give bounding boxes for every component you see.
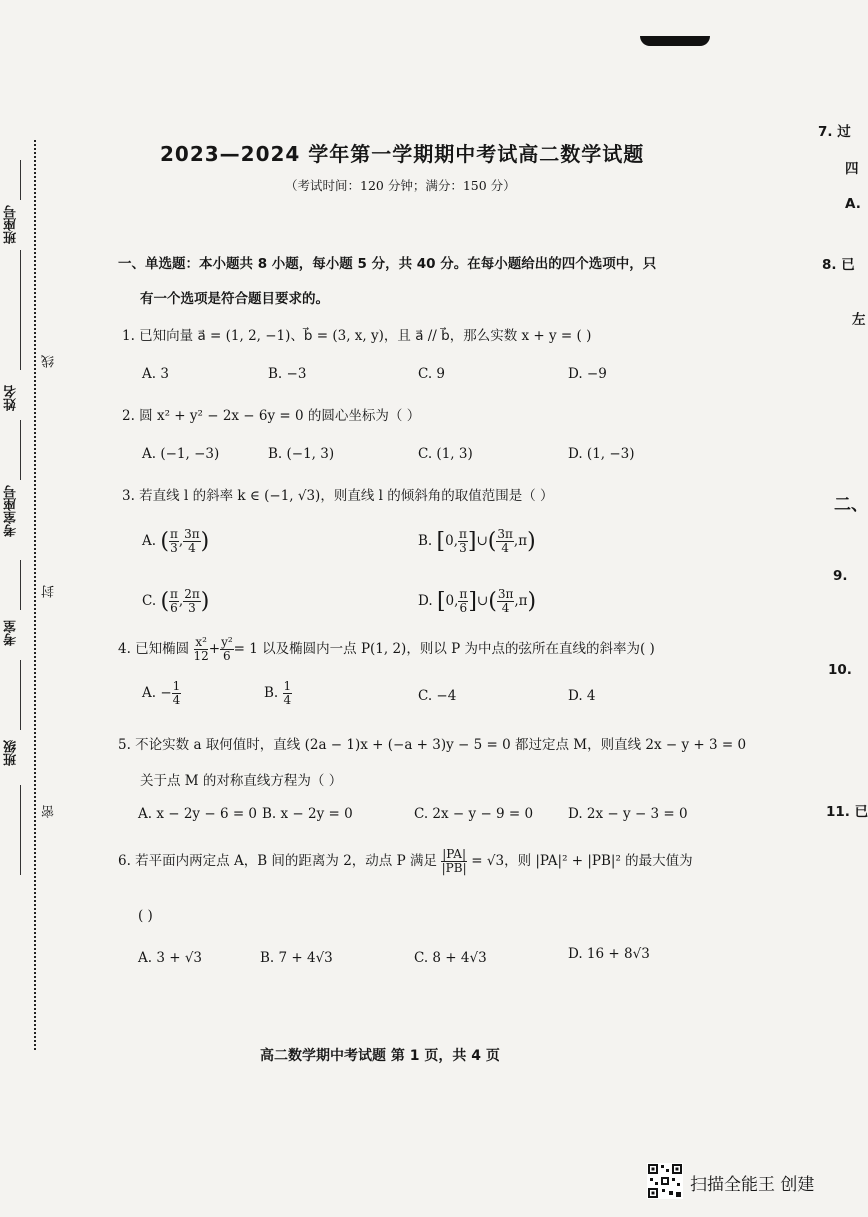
next-page-q8-cont: 左 [852, 312, 866, 328]
scan-artifact [640, 36, 710, 46]
question-1: 1. 已知向量 a⃗ = (1, 2, −1)、b⃗ = (3, x, y)，且 a⃗ // b⃗，那么实数 x + y = ( ) [122, 328, 592, 344]
question-4: 4. 已知椭圆 $\frac{\text{x²}}{12}$ + $\frac{\text{y²}}{6}$ = 1 以及椭圆内一点 P(1, 2)，则以 P 为中点的弦所在直线的斜率为( ) [118, 635, 655, 664]
side-label-seat: 班座号 [4, 205, 19, 244]
next-page-section2: 二、 [834, 495, 868, 515]
q1-option-c: C. 9 [418, 366, 446, 382]
q5-option-a: A. x − 2y − 6 = 0 [138, 806, 258, 822]
next-page-q11: 11. 已 [826, 804, 868, 820]
q4-option-c: C. −4 [418, 688, 457, 704]
q2-option-c: C. (1, 3) [418, 446, 473, 462]
q5-option-d: D. 2x − y − 3 = 0 [568, 806, 688, 822]
next-page-q7-cont: 四 [845, 161, 859, 177]
q6-option-a: A. 3 + √3 [138, 950, 203, 966]
page-footer: 高二数学期中考试题 第 1 页，共 4 页 [260, 1048, 500, 1064]
qr-code-icon [647, 1163, 683, 1199]
next-page-q8: 8. 已 [822, 257, 855, 273]
exam-subtitle: （考试时间：120 分钟；满分：150 分） [285, 178, 516, 193]
q3-option-d: D. [0, $\frac{\pi}{6}$ ]∪( $\frac{3\pi}{4}$ ,π) [418, 587, 537, 616]
side-label-class: 班级 [4, 740, 19, 766]
next-page-q9: 9. [833, 568, 848, 584]
q1-option-d: D. −9 [568, 366, 607, 382]
next-page-q7-option: A. [845, 196, 861, 212]
q5-option-b: B. x − 2y = 0 [262, 806, 353, 822]
question-5: 5. 不论实数 a 取何值时，直线 (2a − 1)x + (−a + 3)y − 5 = 0 都过定点 M，则直线 2x − y + 3 = 0 [118, 737, 747, 753]
exam-title: 2023—2024 学年第一学期期中考试高二数学试题 [160, 142, 645, 166]
side-label-name: 姓名 [4, 385, 19, 411]
side-underline [20, 250, 21, 370]
question-5-cont: 关于点 M 的对称直线方程为（ ） [140, 773, 343, 789]
q4-option-a: A. − $\frac{1}{4}$ [142, 679, 181, 708]
next-page-q7: 7. 过 [818, 124, 851, 140]
q4-option-d: D. 4 [568, 688, 596, 704]
q3-option-c: C. ( $\frac{\pi}{6}$ , $\frac{2\pi}{3}$ ) [142, 587, 210, 616]
side-label-exam-room: 考室 [4, 620, 19, 646]
q6-option-b: B. 7 + 4√3 [260, 950, 333, 966]
section-heading: 一、单选题：本小题共 8 小题，每小题 5 分，共 40 分。在每小题给出的四个选项中，只 [118, 256, 657, 272]
q1-option-a: A. 3 [142, 366, 169, 382]
q4-option-b: B. $\frac{1}{4}$ [264, 679, 292, 708]
side-label-seal2: 密 [42, 805, 57, 818]
q2-option-d: D. (1, −3) [568, 446, 635, 462]
binding-dotted-line [34, 140, 36, 1050]
side-underline [20, 160, 21, 200]
section-heading-cont: 有一个选项是符合题目要求的。 [140, 291, 329, 307]
q2-option-a: A. (−1, −3) [142, 446, 220, 462]
side-label-line: 线 [42, 355, 57, 368]
question-3: 3. 若直线 l 的斜率 k ∈ (−1, √3)，则直线 l 的倾斜角的取值范围是（ ） [122, 488, 554, 504]
q6-option-d: D. 16 + 8√3 [568, 946, 650, 962]
side-underline [20, 660, 21, 730]
q2-option-b: B. (−1, 3) [268, 446, 335, 462]
side-underline [20, 420, 21, 480]
q3-option-b: B. [0, $\frac{\pi}{3}$ ]∪( $\frac{3\pi}{4}$ ,π) [418, 527, 536, 556]
side-label-exam-seat: 考室座号 [4, 485, 19, 537]
question-6: 6. 若平面内两定点 A，B 间的距离为 2，动点 P 满足 $\frac{|PA|}{|PB|}$ = √3，则 |PA|² + |PB|² 的最大值为 [118, 847, 693, 876]
scanner-watermark: 扫描全能王 创建 [690, 1175, 815, 1195]
q5-option-c: C. 2x − y − 9 = 0 [414, 806, 534, 822]
side-label-seal: 封 [42, 585, 57, 598]
question-2: 2. 圆 x² + y² − 2x − 6y = 0 的圆心坐标为（ ） [122, 408, 421, 424]
side-underline [20, 560, 21, 610]
question-6-cont: ( ) [138, 908, 153, 924]
side-underline [20, 785, 21, 875]
q6-option-c: C. 8 + 4√3 [414, 950, 487, 966]
q3-option-a: A. ( $\frac{\pi}{3}$ , $\frac{3\pi}{4}$ ) [142, 527, 210, 556]
q1-option-b: B. −3 [268, 366, 307, 382]
next-page-q10: 10. [828, 662, 852, 678]
